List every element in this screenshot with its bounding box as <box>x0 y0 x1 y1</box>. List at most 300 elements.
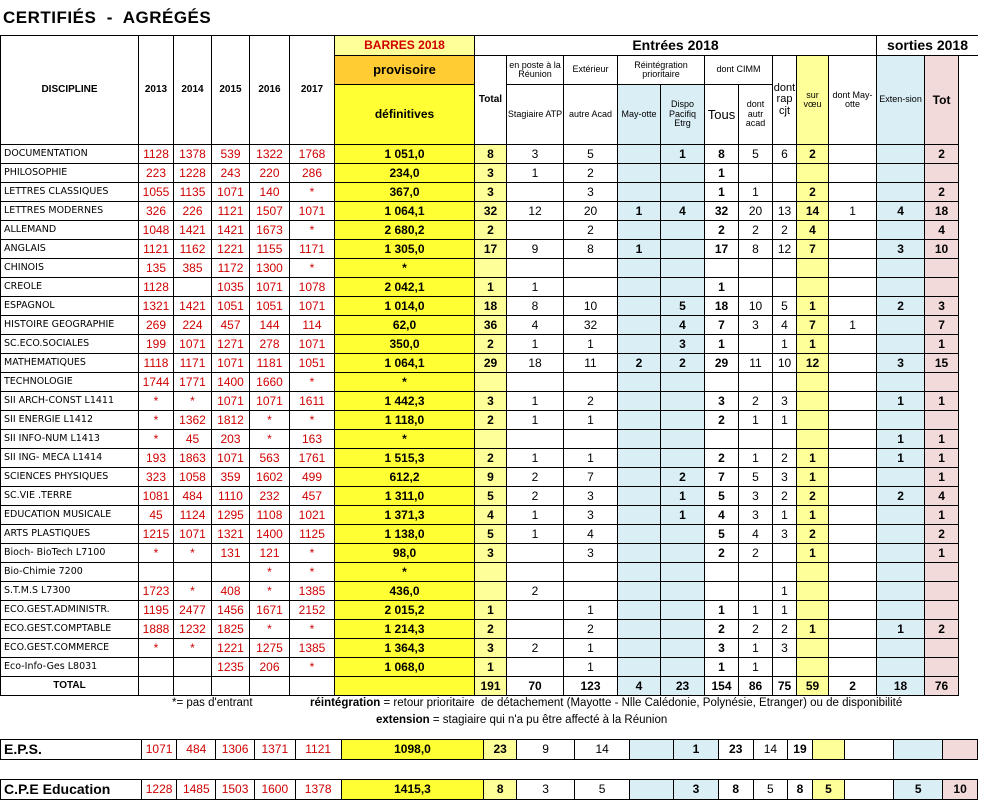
dispo-cell: 1 <box>674 740 719 760</box>
dispo-cell <box>661 544 705 563</box>
tous-cell: 7 <box>705 468 739 487</box>
year-value-cell: * <box>139 639 174 658</box>
total-cell: 2 <box>475 620 507 639</box>
total-cell <box>475 582 507 601</box>
stagiaire-atp-cell: 1 <box>507 335 564 354</box>
sur-voeu-cell: 1 <box>797 449 829 468</box>
dont-autr-acad-cell <box>739 582 773 601</box>
year-value-cell: 1611 <box>290 392 335 411</box>
year-value-cell: 457 <box>290 487 335 506</box>
dont-autr-acad-cell: 3 <box>739 487 773 506</box>
barre-cell: * <box>335 259 475 278</box>
table-row <box>1 430 979 449</box>
year-value-cell: 1078 <box>290 278 335 297</box>
year-value-cell: 1021 <box>290 506 335 525</box>
autre-acad-cell: 1 <box>564 411 618 430</box>
extension-cell: 1 <box>877 449 925 468</box>
tous-cell <box>705 430 739 449</box>
autre-acad-cell: 32 <box>564 316 618 335</box>
header-definitives: définitives <box>335 85 475 145</box>
extension-cell: 5 <box>894 780 943 800</box>
year-value-cell: 1275 <box>250 639 290 658</box>
year-value-cell: 1121 <box>295 740 341 760</box>
table-row <box>1 278 979 297</box>
autre-acad-cell: 2 <box>564 221 618 240</box>
discipline-cell: SCIENCES PHYSIQUES <box>1 468 139 487</box>
sur-voeu-cell: 2 <box>797 525 829 544</box>
barre-cell: 1 064,1 <box>335 354 475 373</box>
dispo-cell <box>661 658 705 677</box>
total-cell: 18 <box>475 297 507 316</box>
dont-autr-acad-cell: 1 <box>739 639 773 658</box>
note-pas-entrant: *= pas d'entrant <box>172 697 253 709</box>
sur-voeu-cell <box>797 411 829 430</box>
dont-mayotte-cell <box>829 468 877 487</box>
empty-cell <box>174 677 212 696</box>
dont-rap-cell: 6 <box>773 145 797 164</box>
tot-cell: 18 <box>925 202 959 221</box>
tous-cell: 17 <box>705 240 739 259</box>
year-value-cell: * <box>139 430 174 449</box>
year-value-cell: 1128 <box>139 145 174 164</box>
discipline-cell: SII ENERGIE L1412 <box>1 411 139 430</box>
autre-acad-cell: 3 <box>564 544 618 563</box>
year-value-cell: 220 <box>250 164 290 183</box>
tot-cell: 4 <box>925 487 959 506</box>
dispo-cell <box>661 164 705 183</box>
year-value-cell: 1385 <box>290 639 335 658</box>
autre-acad-cell <box>564 259 618 278</box>
dispo-cell: 2 <box>661 354 705 373</box>
extension-cell: 1 <box>877 392 925 411</box>
empty-cell <box>139 677 174 696</box>
year-value-cell: 1863 <box>174 449 212 468</box>
sur-voeu-cell: 1 <box>797 544 829 563</box>
header-stagiaire: Stagiaire ATP <box>507 85 564 145</box>
extension-cell: 1 <box>877 430 925 449</box>
dispo-cell <box>661 392 705 411</box>
year-value-cell: 1235 <box>212 658 250 677</box>
stagiaire-atp-cell <box>507 183 564 202</box>
mayotte-cell <box>618 430 661 449</box>
discipline-cell: DOCUMENTATION <box>1 145 139 164</box>
stagiaire-atp-cell: 9 <box>516 740 574 760</box>
extension-cell: 18 <box>877 677 925 696</box>
year-value-cell: 286 <box>290 164 335 183</box>
tot-cell <box>925 639 959 658</box>
dont-mayotte-cell <box>829 620 877 639</box>
autre-acad-cell: 2 <box>564 392 618 411</box>
total-cell: 1 <box>475 601 507 620</box>
autre-acad-cell: 20 <box>564 202 618 221</box>
year-value-cell <box>174 658 212 677</box>
total-cell: 1 <box>475 658 507 677</box>
tot-cell: 2 <box>925 145 959 164</box>
year-value-cell: 1035 <box>212 278 250 297</box>
total-cell: 2 <box>475 411 507 430</box>
year-value-cell: 140 <box>250 183 290 202</box>
year-value-cell: 1321 <box>139 297 174 316</box>
barre-cell: 2 015,2 <box>335 601 475 620</box>
dispo-cell <box>661 582 705 601</box>
extension-cell <box>894 740 943 760</box>
table-row <box>1 164 979 183</box>
dont-mayotte-cell <box>829 525 877 544</box>
tot-cell <box>943 740 978 760</box>
header-extension: Exten-sion <box>877 56 925 145</box>
dont-autr-acad-cell <box>739 278 773 297</box>
extension-cell <box>877 544 925 563</box>
dont-mayotte-cell <box>829 240 877 259</box>
year-value-cell <box>212 563 250 582</box>
tot-cell: 2 <box>925 620 959 639</box>
dont-autr-acad-cell: 2 <box>739 221 773 240</box>
year-value-cell: 1673 <box>250 221 290 240</box>
year-value-cell: 326 <box>139 202 174 221</box>
mayotte-cell <box>618 316 661 335</box>
discipline-cell: SII ARCH-CONST L1411 <box>1 392 139 411</box>
year-value-cell: 269 <box>139 316 174 335</box>
total-cell: 3 <box>475 639 507 658</box>
extension-cell <box>877 259 925 278</box>
autre-acad-cell: 1 <box>564 658 618 677</box>
table-row <box>1 354 979 373</box>
year-value-cell: 163 <box>290 430 335 449</box>
year-value-cell: * <box>290 221 335 240</box>
total-cell <box>475 563 507 582</box>
dont-rap-cell: 3 <box>773 525 797 544</box>
dont-autr-acad-cell: 1 <box>739 658 773 677</box>
tous-cell: 5 <box>705 487 739 506</box>
dont-mayotte-cell <box>829 449 877 468</box>
tot-cell: 76 <box>925 677 959 696</box>
header-mayotte: May-otte <box>618 85 661 145</box>
dont-autr-acad-cell: 20 <box>739 202 773 221</box>
mayotte-cell <box>618 278 661 297</box>
year-value-cell: 114 <box>290 316 335 335</box>
dont-mayotte-cell <box>829 145 877 164</box>
year-value-cell: * <box>250 430 290 449</box>
dispo-cell <box>661 183 705 202</box>
discipline-cell: PHILOSOPHIE <box>1 164 139 183</box>
year-value-cell: 1071 <box>290 202 335 221</box>
tot-cell: 4 <box>925 221 959 240</box>
barre-cell: 1 138,0 <box>335 525 475 544</box>
total-cell <box>475 259 507 278</box>
mayotte-cell <box>618 468 661 487</box>
barre-cell: 62,0 <box>335 316 475 335</box>
discipline-cell: Bio-Chimie 7200 <box>1 563 139 582</box>
tot-cell: 1 <box>925 335 959 354</box>
dispo-cell <box>661 430 705 449</box>
tous-cell <box>705 582 739 601</box>
dont-rap-cell: 5 <box>773 297 797 316</box>
year-value-cell: 499 <box>290 468 335 487</box>
sur-voeu-cell: 7 <box>797 240 829 259</box>
dont-mayotte-cell <box>829 506 877 525</box>
year-value-cell: 1155 <box>250 240 290 259</box>
autre-acad-cell <box>564 563 618 582</box>
tot-cell: 1 <box>925 430 959 449</box>
year-value-cell: 563 <box>250 449 290 468</box>
mayotte-cell <box>618 392 661 411</box>
sur-voeu-cell <box>797 164 829 183</box>
year-value-cell: 1400 <box>250 525 290 544</box>
dispo-cell: 2 <box>661 468 705 487</box>
dont-rap-cell <box>773 183 797 202</box>
table-row <box>1 525 979 544</box>
year-value-cell: 1051 <box>250 297 290 316</box>
tous-cell: 8 <box>718 780 753 800</box>
dont-mayotte-cell: 1 <box>829 202 877 221</box>
empty-cell <box>335 677 475 696</box>
year-value-cell: 1503 <box>216 780 255 800</box>
dont-mayotte-cell <box>829 582 877 601</box>
discipline-cell: Eco-Info-Ges L8031 <box>1 658 139 677</box>
extension-cell <box>877 145 925 164</box>
barre-cell: 1 371,3 <box>335 506 475 525</box>
year-value-cell: 1081 <box>139 487 174 506</box>
sur-voeu-cell <box>797 582 829 601</box>
tous-cell: 7 <box>705 316 739 335</box>
barre-cell: 367,0 <box>335 183 475 202</box>
mayotte-cell: 2 <box>618 354 661 373</box>
stagiaire-atp-cell <box>507 658 564 677</box>
header-dont-rap: dont rap cjt <box>773 56 797 145</box>
barre-cell: 1 051,0 <box>335 145 475 164</box>
note-extension <box>376 714 667 726</box>
year-value-cell: 1071 <box>212 392 250 411</box>
stagiaire-atp-cell <box>507 620 564 639</box>
total-cell <box>475 430 507 449</box>
extension-cell <box>877 582 925 601</box>
year-value-cell: 1124 <box>174 506 212 525</box>
table-row <box>1 506 979 525</box>
year-value-cell: 223 <box>139 164 174 183</box>
year-value-cell: 1456 <box>212 601 250 620</box>
barre-cell: 1 442,3 <box>335 392 475 411</box>
year-value-cell: 199 <box>139 335 174 354</box>
dont-rap-cell <box>773 658 797 677</box>
total-cell: 36 <box>475 316 507 335</box>
table-row <box>1 202 979 221</box>
note-extension-text: = stagiaire qui n'a pu être affecté à la Réunion <box>429 714 668 726</box>
mayotte-cell <box>618 183 661 202</box>
dont-mayotte-cell <box>829 183 877 202</box>
sur-voeu-cell: 2 <box>797 487 829 506</box>
year-value-cell: 203 <box>212 430 250 449</box>
header-exterieur: Extérieur <box>564 56 618 85</box>
table-row <box>1 183 979 202</box>
barre-cell: 1 364,3 <box>335 639 475 658</box>
dispo-cell: 4 <box>661 316 705 335</box>
table-row <box>1 373 979 392</box>
total-cell: 3 <box>475 183 507 202</box>
extension-cell <box>877 373 925 392</box>
dont-autr-acad-cell <box>739 373 773 392</box>
dispo-cell <box>661 221 705 240</box>
dispo-cell <box>661 525 705 544</box>
dont-rap-cell <box>773 259 797 278</box>
barre-cell: 350,0 <box>335 335 475 354</box>
autre-acad-cell <box>564 582 618 601</box>
dispo-cell <box>661 639 705 658</box>
tous-cell: 1 <box>705 658 739 677</box>
extension-cell <box>877 335 925 354</box>
year-value-cell: 1768 <box>290 145 335 164</box>
year-value-cell: 1378 <box>174 145 212 164</box>
year-value-cell: 1306 <box>216 740 255 760</box>
mayotte-cell <box>618 601 661 620</box>
year-value-cell: * <box>290 411 335 430</box>
barre-cell: 1415,3 <box>341 780 484 800</box>
dont-mayotte-cell <box>829 487 877 506</box>
dont-rap-cell: 2 <box>773 449 797 468</box>
barre-cell: 612,2 <box>335 468 475 487</box>
autre-acad-cell <box>564 373 618 392</box>
year-value-cell <box>174 278 212 297</box>
table-row <box>1 639 979 658</box>
dont-mayotte-cell <box>829 354 877 373</box>
extension-cell: 3 <box>877 354 925 373</box>
sur-voeu-cell <box>797 430 829 449</box>
extension-cell <box>877 506 925 525</box>
mayotte-cell <box>618 297 661 316</box>
mayotte-cell <box>618 582 661 601</box>
autre-acad-cell: 7 <box>564 468 618 487</box>
discipline-cell: SC.ECO.SOCIALES <box>1 335 139 354</box>
dispo-cell <box>661 620 705 639</box>
stagiaire-atp-cell: 2 <box>507 487 564 506</box>
stagiaire-atp-cell: 3 <box>507 145 564 164</box>
mayotte-cell <box>618 525 661 544</box>
extension-cell <box>877 658 925 677</box>
year-value-cell: 359 <box>212 468 250 487</box>
dont-mayotte-cell <box>829 658 877 677</box>
header-entrees: Entrées 2018 <box>475 36 877 56</box>
dispo-cell <box>661 278 705 297</box>
year-value-cell: 1378 <box>295 780 341 800</box>
year-value-cell: 1171 <box>290 240 335 259</box>
discipline-cell: SC.VIE .TERRE <box>1 487 139 506</box>
mayotte-cell <box>618 145 661 164</box>
year-value-cell: 408 <box>212 582 250 601</box>
autre-acad-cell: 4 <box>564 525 618 544</box>
table-row <box>1 740 978 760</box>
stagiaire-atp-cell: 1 <box>507 506 564 525</box>
dont-mayotte-cell <box>829 544 877 563</box>
extension-cell <box>877 639 925 658</box>
year-value-cell: 1221 <box>212 240 250 259</box>
year-value-cell: 1071 <box>141 740 177 760</box>
year-value-cell: 323 <box>139 468 174 487</box>
year-value-cell: 1744 <box>139 373 174 392</box>
year-value-cell: 232 <box>250 487 290 506</box>
main-table <box>0 35 978 696</box>
year-value-cell: 2477 <box>174 601 212 620</box>
dont-mayotte-cell <box>829 639 877 658</box>
stagiaire-atp-cell: 8 <box>507 297 564 316</box>
stagiaire-atp-cell <box>507 430 564 449</box>
header-year: 2015 <box>212 36 250 145</box>
year-value-cell: 1195 <box>139 601 174 620</box>
tous-cell: 23 <box>718 740 753 760</box>
discipline-cell: HISTOIRE GEOGRAPHIE <box>1 316 139 335</box>
dont-autr-acad-cell: 8 <box>739 240 773 259</box>
year-value-cell: * <box>139 392 174 411</box>
year-value-cell: 1215 <box>139 525 174 544</box>
tot-cell <box>925 259 959 278</box>
dispo-cell <box>661 563 705 582</box>
dont-mayotte-cell <box>829 373 877 392</box>
sur-voeu-cell: 59 <box>797 677 829 696</box>
dont-rap-cell: 1 <box>773 411 797 430</box>
tous-cell <box>705 373 739 392</box>
year-value-cell: 1385 <box>290 582 335 601</box>
dont-autr-acad-cell: 86 <box>739 677 773 696</box>
tous-cell: 1 <box>705 335 739 354</box>
year-value-cell: * <box>290 183 335 202</box>
total-cell: 3 <box>475 164 507 183</box>
dont-rap-cell: 1 <box>773 601 797 620</box>
autre-acad-cell: 3 <box>564 183 618 202</box>
dont-rap-cell: 8 <box>788 780 812 800</box>
sur-voeu-cell: 4 <box>797 221 829 240</box>
year-value-cell: 1400 <box>212 373 250 392</box>
tous-cell: 18 <box>705 297 739 316</box>
mayotte-cell <box>618 335 661 354</box>
total-cell: 5 <box>475 525 507 544</box>
total-cell: 4 <box>475 506 507 525</box>
year-value-cell: 193 <box>139 449 174 468</box>
year-value-cell: 1507 <box>250 202 290 221</box>
year-value-cell: 1051 <box>212 297 250 316</box>
table-row <box>1 221 979 240</box>
mayotte-cell <box>618 544 661 563</box>
sur-voeu-cell: 1 <box>797 297 829 316</box>
dont-rap-cell: 1 <box>773 506 797 525</box>
discipline-cell: SII ING- MECA L1414 <box>1 449 139 468</box>
year-value-cell: 226 <box>174 202 212 221</box>
empty-cell <box>250 677 290 696</box>
dispo-cell: 3 <box>661 335 705 354</box>
stagiaire-atp-cell <box>507 601 564 620</box>
year-value-cell: 1421 <box>212 221 250 240</box>
header-year: 2014 <box>174 36 212 145</box>
dont-rap-cell: 19 <box>788 740 812 760</box>
tot-cell <box>925 582 959 601</box>
table-row <box>1 240 979 259</box>
year-value-cell: 1071 <box>250 392 290 411</box>
year-value-cell: 45 <box>174 430 212 449</box>
year-value-cell: 1162 <box>174 240 212 259</box>
tous-cell: 154 <box>705 677 739 696</box>
year-value-cell: * <box>139 411 174 430</box>
year-value-cell: 2152 <box>290 601 335 620</box>
year-value-cell: 1602 <box>250 468 290 487</box>
tot-cell: 10 <box>943 780 978 800</box>
year-value-cell: 1761 <box>290 449 335 468</box>
total-cell: 3 <box>475 392 507 411</box>
barre-cell: 1 214,3 <box>335 620 475 639</box>
sur-voeu-cell: 1 <box>797 335 829 354</box>
dont-autr-acad-cell: 5 <box>739 468 773 487</box>
dont-autr-acad-cell: 11 <box>739 354 773 373</box>
discipline-cell: TECHNOLOGIE <box>1 373 139 392</box>
tot-cell <box>925 373 959 392</box>
sur-voeu-cell: 1 <box>797 468 829 487</box>
tot-cell: 7 <box>925 316 959 335</box>
